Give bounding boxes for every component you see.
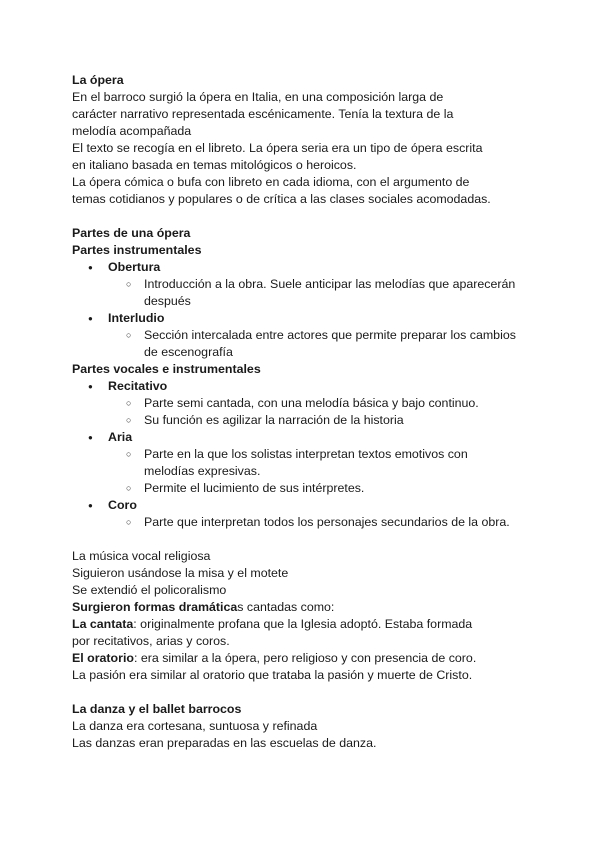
item-label-recitativo: Recitativo [108,379,168,393]
opera-line-5: en italiano basada en temas mitológicos o heroicos. [72,158,357,172]
religiosa-line-3: Se extendió el policoralismo [72,583,227,597]
sub-item: ○ Su función es agilizar la narración de la historia [72,412,519,429]
sub-item: ○ Permite el lucimiento de sus intérpretes. [72,480,519,497]
cantata-line [72,616,542,633]
sub-item: ○ Introducción a la obra. Suele anticipar las melodías que aparecerán después [72,276,519,310]
list-item [72,259,542,310]
danza-line-1: La danza era cortesana, suntuosa y refinada [72,719,318,733]
danza-heading: La danza y el ballet barrocos [72,702,242,716]
opera-heading: La ópera [72,73,124,87]
document-body [72,72,542,752]
religiosa-line-1: La música vocal religiosa [72,549,211,563]
partes-heading: Partes de una ópera [72,226,191,240]
vocales-heading: Partes vocales e instrumentales [72,362,261,376]
item-label-aria: Aria [108,430,133,444]
formas-rest: s cantadas como: [237,600,335,614]
cantata-bold: La cantata [72,617,134,631]
sub-list [108,327,542,361]
formas-bold: Surgieron formas dramática [72,600,238,614]
danza-line-2: Las danzas eran preparadas en las escuelas de danza. [72,736,377,750]
opera-line-6: La ópera cómica o bufa con libreto en cada idioma, con el argumento de [72,175,470,189]
sub-item: ○ Parte en la que los solistas interpretan textos emotivos con melodías expresivas. [72,446,519,480]
opera-line-3: melodía acompañada [72,124,192,138]
opera-line-1: En el barroco surgió la ópera en Italia, en una composición larga de [72,90,444,104]
oratorio-line [72,650,542,667]
sub-list [108,514,542,531]
religiosa-line-2: Siguieron usándose la misa y el motete [72,566,289,580]
item-label-interludio: Interludio [108,311,165,325]
sub-list [108,395,542,429]
sub-item: ○ Parte semi cantada, con una melodía básica y bajo continuo. [72,395,519,412]
opera-line-4: El texto se recogía en el libreto. La ópera seria era un tipo de ópera escrita [72,141,483,155]
cantata-rest: : originalmente profana que la Iglesia adoptó. Estaba formada [133,617,473,631]
instrumentales-list [72,259,542,361]
pasion-line: La pasión era similar al oratorio que trataba la pasión y muerte de Cristo. [72,668,473,682]
sub-item: ○ Sección intercalada entre actores que permite preparar los cambios de escenografía [72,327,519,361]
opera-line-2: carácter narrativo representada escénicamente. Tenía la textura de la [72,107,454,121]
oratorio-bold: El oratorio [72,651,134,665]
list-item [72,310,542,361]
list-item [72,429,542,497]
spacer [72,684,542,701]
instrumentales-heading: Partes instrumentales [72,243,202,257]
list-item [72,497,542,531]
opera-line-7: temas cotidianos y populares o de crítica a las clases sociales acomodadas. [72,192,491,206]
spacer [72,531,542,548]
list-item [72,378,542,429]
formas-line [72,599,542,616]
oratorio-rest: : era similar a la ópera, pero religioso y con presencia de coro. [133,651,477,665]
sub-list [108,276,542,310]
item-label-obertura: Obertura [108,260,161,274]
spacer [72,208,542,225]
cantata-line-2: por recitativos, arias y coros. [72,634,230,648]
sub-list [108,446,542,497]
item-label-coro: Coro [108,498,137,512]
sub-item: ○ Parte que interpretan todos los personajes secundarios de la obra. [72,514,519,531]
vocales-list [72,378,542,531]
